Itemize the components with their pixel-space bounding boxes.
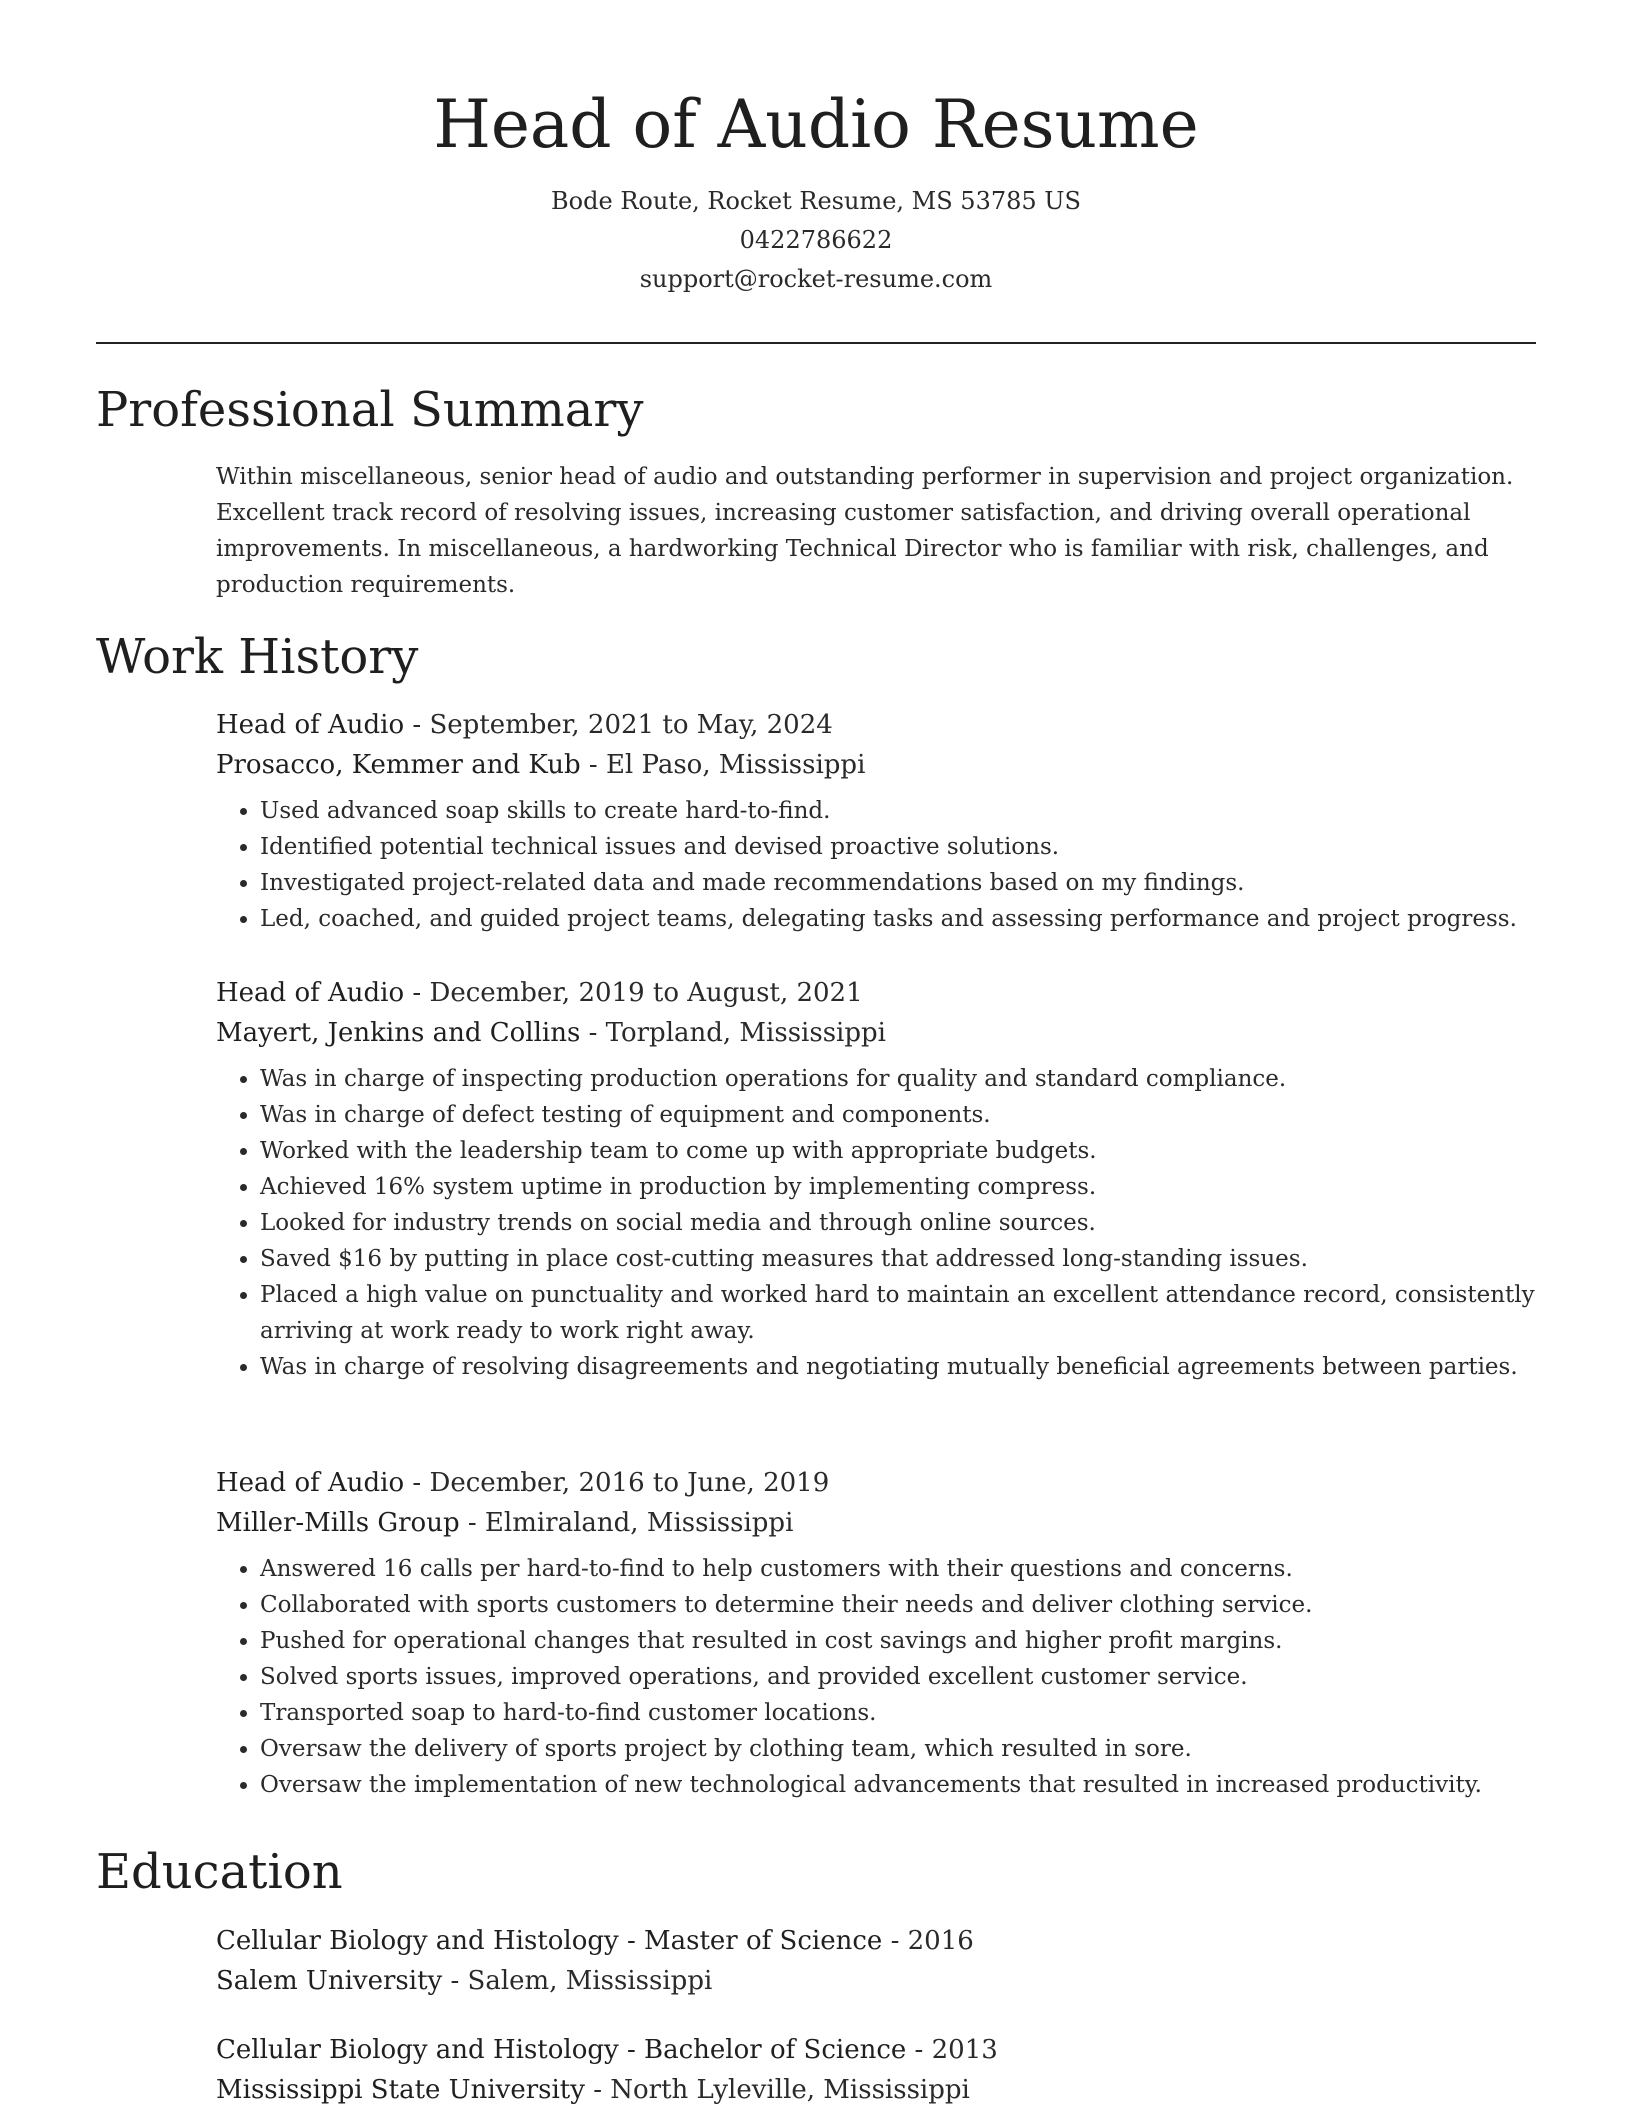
job-dates: - December, 2019 to August, 2021 — [404, 978, 863, 1008]
resume-title: Head of Audio Resume — [433, 86, 1199, 163]
job-bullet: • Saved $16 by putting in place cost-cutting measures that addressed long-standing issues. — [260, 1241, 1536, 1277]
job-bullets — [216, 793, 1536, 937]
header-divider — [96, 342, 1536, 344]
job-company: Miller-Mills Group — [216, 1508, 460, 1538]
work-history-heading: Work History — [96, 629, 419, 685]
job-location: - Elmiraland, Mississippi — [459, 1508, 794, 1538]
job-entry — [216, 705, 1536, 937]
job-bullet: • Solved sports issues, improved operations, and provided excellent customer service. — [260, 1659, 1536, 1695]
school-line — [216, 1961, 1536, 2001]
job-company-line — [216, 1013, 1536, 1053]
job-bullet: • Was in charge of inspecting production operations for quality and standard compliance. — [260, 1061, 1536, 1097]
job-bullets — [216, 1551, 1536, 1803]
job-company-line — [216, 745, 1536, 785]
degree-year: - 2013 — [906, 2035, 998, 2065]
school-location: - North Lyleville, Mississippi — [584, 2075, 970, 2105]
education-entry — [216, 2030, 1536, 2110]
job-bullets — [216, 1061, 1536, 1385]
job-bullet: • Looked for industry trends on social media and through online sources. — [260, 1205, 1536, 1241]
job-title-line — [216, 973, 1536, 1013]
summary-text: Within miscellaneous, senior head of audio and outstanding performer in supervision and project organization. Excellent track record of resolving issues, increasing customer satisfaction, and driving overall operational improvements. In miscellaneous, a hardworking Technical Director who is familiar with risk, challenges, and production requirements. — [216, 464, 1514, 598]
education-entry — [216, 1921, 1536, 2001]
job-company-line — [216, 1503, 1536, 1543]
job-title-line — [216, 705, 1536, 745]
job-bullet: • Oversaw the delivery of sports project by clothing team, which resulted in sore. — [260, 1731, 1536, 1767]
degree-line — [216, 1921, 1536, 1961]
job-bullet: • Was in charge of resolving disagreements and negotiating mutually beneficial agreements between parties. — [260, 1349, 1536, 1385]
job-title: Head of Audio — [216, 710, 405, 740]
job-entry — [216, 973, 1536, 1385]
job-bullet: • Pushed for operational changes that resulted in cost savings and higher profit margins. — [260, 1623, 1536, 1659]
job-bullet: • Placed a high value on punctuality and worked hard to maintain an excellent attendance record, consistently arriving at work ready to work right away. — [260, 1277, 1536, 1349]
degree-year: - 2016 — [882, 1926, 974, 1956]
contact-info — [0, 182, 1632, 299]
job-company: Prosacco, Kemmer and Kub — [216, 750, 581, 780]
school-name: Salem University — [216, 1966, 443, 1996]
job-bullet: • Answered 16 calls per hard-to-find to help customers with their questions and concerns. — [260, 1551, 1536, 1587]
summary-heading: Professional Summary — [96, 382, 644, 438]
job-title: Head of Audio — [216, 1468, 405, 1498]
school-line — [216, 2070, 1536, 2110]
job-bullet: • Achieved 16% system uptime in production by implementing compress. — [260, 1169, 1536, 1205]
job-bullet: • Used advanced soap skills to create hard-to-find. — [260, 793, 1536, 829]
school-name: Mississippi State University — [216, 2075, 585, 2105]
job-location: - Torpland, Mississippi — [580, 1018, 886, 1048]
contact-address: Bode Route, Rocket Resume, MS 53785 US — [551, 187, 1081, 215]
job-title: Head of Audio — [216, 978, 405, 1008]
job-company: Mayert, Jenkins and Collins — [216, 1018, 581, 1048]
resume-header — [0, 80, 1632, 299]
contact-phone: 0422786622 — [739, 226, 893, 254]
degree: Cellular Biology and Histology - Bachelor of Science — [216, 2035, 907, 2065]
job-bullet: • Investigated project-related data and made recommendations based on my findings. — [260, 865, 1536, 901]
job-location: - El Paso, Mississippi — [580, 750, 866, 780]
job-dates: - September, 2021 to May, 2024 — [404, 710, 833, 740]
job-dates: - December, 2016 to June, 2019 — [404, 1468, 830, 1498]
degree: Cellular Biology and Histology - Master of Science — [216, 1926, 883, 1956]
degree-line — [216, 2030, 1536, 2070]
job-bullet: • Worked with the leadership team to come up with appropriate budgets. — [260, 1133, 1536, 1169]
job-bullet: • Collaborated with sports customers to determine their needs and deliver clothing service. — [260, 1587, 1536, 1623]
job-bullet: • Transported soap to hard-to-find customer locations. — [260, 1695, 1536, 1731]
job-bullet: • Oversaw the implementation of new technological advancements that resulted in increased productivity. — [260, 1767, 1536, 1803]
contact-email: support@rocket-resume.com — [639, 265, 993, 293]
job-entry — [216, 1463, 1536, 1803]
job-bullet: • Led, coached, and guided project teams, delegating tasks and assessing performance and project progress. — [260, 901, 1536, 937]
education-heading: Education — [96, 1844, 343, 1900]
job-bullet: • Was in charge of defect testing of equipment and components. — [260, 1097, 1536, 1133]
job-title-line — [216, 1463, 1536, 1503]
job-bullet: • Identified potential technical issues and devised proactive solutions. — [260, 829, 1536, 865]
school-location: - Salem, Mississippi — [442, 1966, 713, 1996]
